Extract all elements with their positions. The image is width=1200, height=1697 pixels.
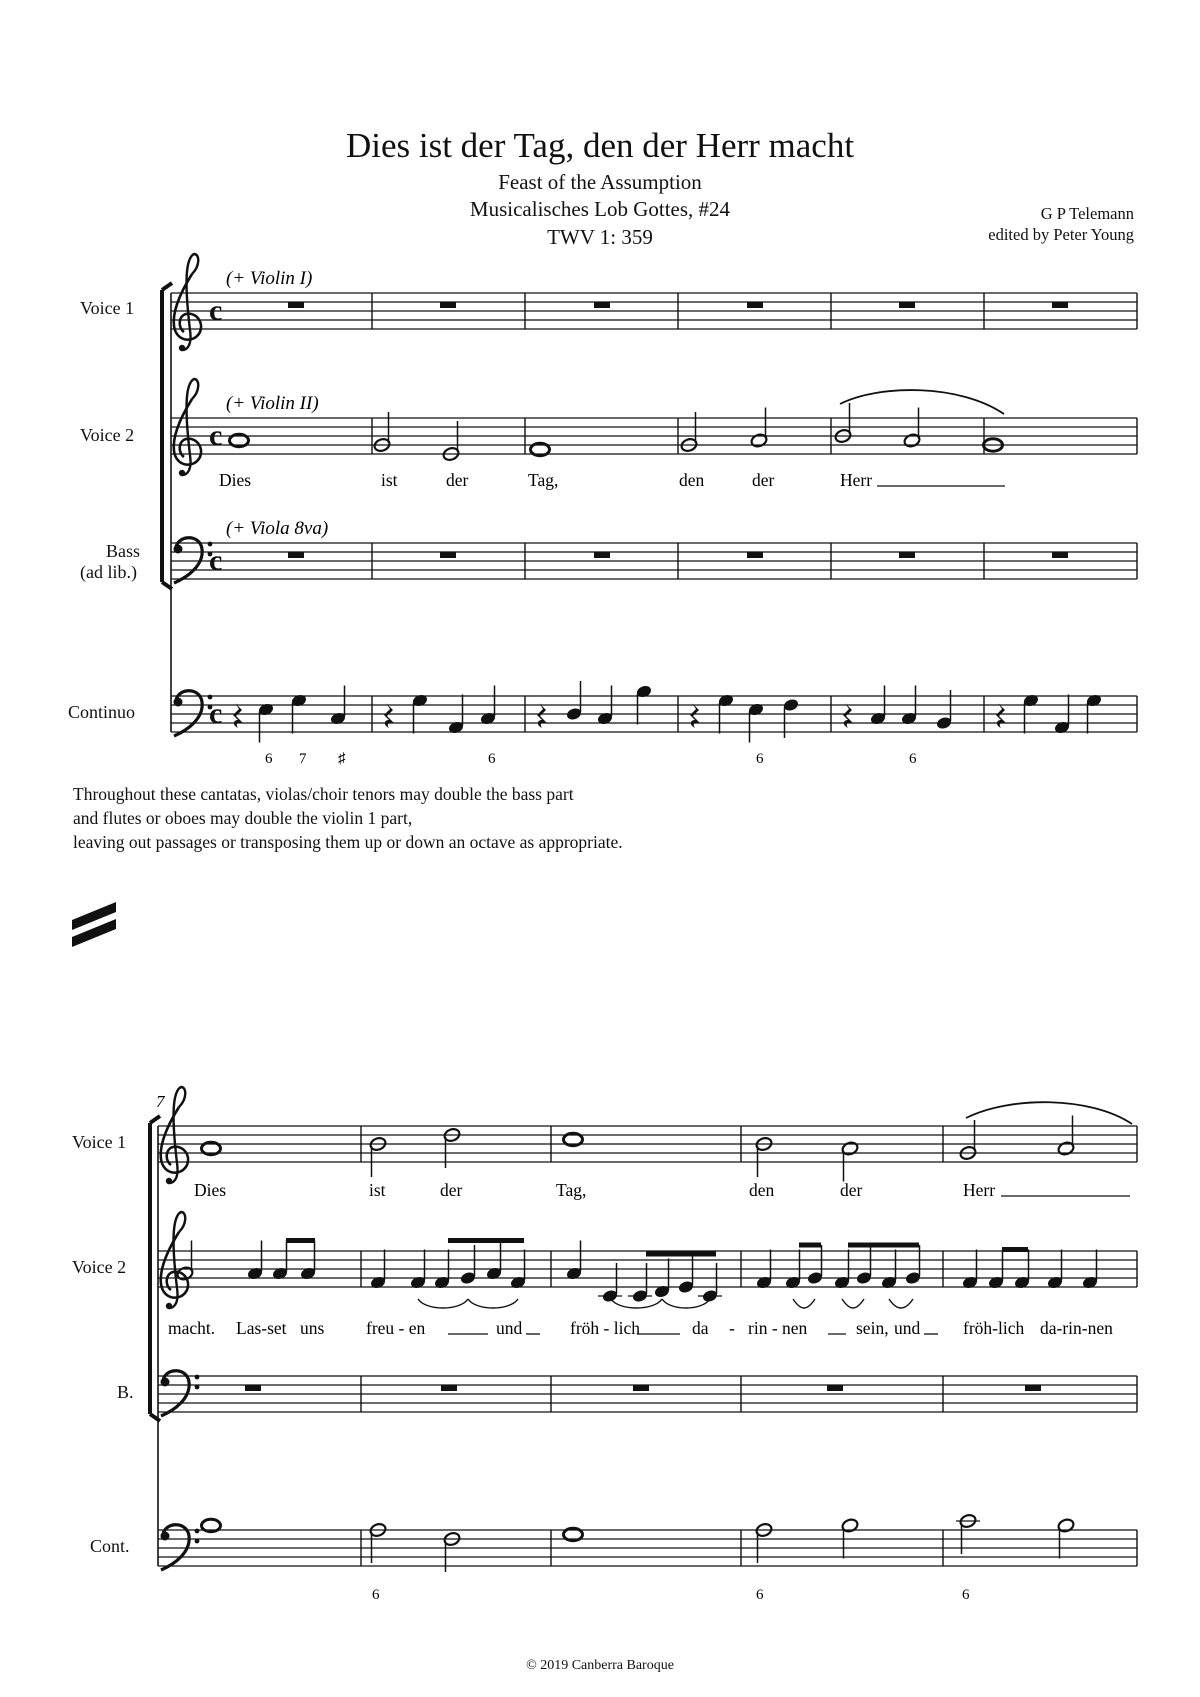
lyric-v2-4: freu - en bbox=[366, 1318, 426, 1338]
lyric-sys1-6: der bbox=[752, 470, 775, 490]
measure-number: 7 bbox=[156, 1092, 165, 1111]
staff-sys2-3 bbox=[158, 1530, 1137, 1566]
staff-sys2-0 bbox=[158, 1126, 1137, 1162]
lyric-v2-12: fröh-lich bbox=[963, 1318, 1025, 1338]
lyric-v2-7: da bbox=[692, 1318, 709, 1338]
whole-rest bbox=[440, 302, 456, 308]
whole-rest bbox=[1052, 552, 1068, 558]
lyric-v2-8: - bbox=[729, 1318, 735, 1338]
doubling-note-violin1: (+ Violin I) bbox=[226, 268, 313, 289]
quarter-rest bbox=[843, 703, 853, 728]
whole-rest bbox=[288, 552, 304, 558]
subtitle-collection: Musicalisches Lob Gottes, #24 bbox=[469, 197, 731, 221]
slur bbox=[966, 1102, 1132, 1124]
figure-6d: 6 bbox=[909, 751, 917, 767]
figure-sys2-1: 6 bbox=[372, 1587, 380, 1603]
whole-rest bbox=[288, 302, 304, 308]
performance-note-line3: leaving out passages or transposing them up or down an octave as appropriate. bbox=[73, 832, 623, 852]
system-separator-icon bbox=[72, 902, 116, 947]
figure-sys2-2: 6 bbox=[756, 1587, 764, 1603]
bass-clef-icon bbox=[174, 538, 213, 583]
whole-rest bbox=[899, 552, 915, 558]
common-time-sign: c bbox=[209, 697, 223, 730]
slur bbox=[889, 1299, 913, 1308]
doubling-note-violin2: (+ Violin II) bbox=[226, 393, 319, 414]
subtitle-feast: Feast of the Assumption bbox=[498, 170, 702, 194]
lyric-v2-13: da-rin-nen bbox=[1040, 1318, 1113, 1338]
lyric-v2-11: und bbox=[894, 1318, 921, 1338]
lyric-sys1-4: Tag, bbox=[528, 470, 559, 490]
whole-rest bbox=[747, 552, 763, 558]
slur bbox=[662, 1299, 710, 1308]
staff-sys1-3 bbox=[171, 696, 1137, 732]
figure-sharp: ♯ bbox=[338, 751, 346, 767]
composer: G P Telemann bbox=[1040, 204, 1134, 223]
staff-label-bass-adlib: (ad lib.) bbox=[80, 562, 137, 582]
whole-rest bbox=[633, 1385, 649, 1391]
lyric-sys1-3: der bbox=[446, 470, 469, 490]
slur bbox=[468, 1299, 518, 1308]
lyric-v2-6: fröh - lich bbox=[570, 1318, 640, 1338]
slur bbox=[793, 1299, 815, 1308]
figure-7: 7 bbox=[299, 751, 307, 767]
lyric-v2-9: rin - nen bbox=[748, 1318, 808, 1338]
figure-sys2-3: 6 bbox=[962, 1587, 970, 1603]
lyric-v1-2: ist bbox=[369, 1180, 386, 1200]
performance-note-line1: Throughout these cantatas, violas/choir tenors may double the bass part bbox=[73, 784, 574, 804]
editor-credit: edited by Peter Young bbox=[988, 225, 1134, 244]
staff-label-continuo: Continuo bbox=[68, 702, 136, 722]
whole-rest bbox=[1052, 302, 1068, 308]
figure-6b: 6 bbox=[488, 751, 496, 767]
quarter-rest bbox=[690, 703, 700, 728]
slur bbox=[840, 390, 1004, 414]
lyric-sys1-5: den bbox=[679, 470, 705, 490]
lyric-v1-3: der bbox=[440, 1180, 463, 1200]
lyric-v2-1: macht. bbox=[168, 1318, 216, 1338]
whole-rest bbox=[441, 1385, 457, 1391]
staff-sys1-0 bbox=[171, 293, 1137, 329]
figure-6c: 6 bbox=[756, 751, 764, 767]
common-time-sign: c bbox=[209, 419, 223, 452]
lyric-v2-10: sein, bbox=[856, 1318, 889, 1338]
lyric-v1-1: Dies bbox=[194, 1180, 227, 1200]
doubling-note-viola: (+ Viola 8va) bbox=[226, 518, 329, 539]
whole-rest bbox=[440, 552, 456, 558]
lyric-v2-5: und bbox=[496, 1318, 523, 1338]
staff-label-voice1: Voice 1 bbox=[80, 298, 135, 318]
quarter-rest bbox=[384, 703, 394, 728]
subtitle-catalog: TWV 1: 359 bbox=[547, 225, 653, 249]
copyright-footer: © 2019 Canberra Baroque bbox=[526, 1658, 674, 1673]
staff-sys1-2 bbox=[171, 543, 1137, 579]
whole-rest bbox=[245, 1385, 261, 1391]
bass-clef-icon bbox=[161, 1525, 200, 1570]
quarter-rest bbox=[996, 703, 1006, 728]
whole-rest bbox=[827, 1385, 843, 1391]
lyric-v1-7: Herr bbox=[963, 1180, 996, 1200]
staff-sys2-2 bbox=[158, 1376, 1137, 1412]
staff-label-voice2-sys2: Voice 2 bbox=[72, 1257, 127, 1277]
common-time-sign: c bbox=[209, 544, 223, 577]
lyric-v1-5: den bbox=[749, 1180, 775, 1200]
lyric-sys1-7: Herr bbox=[840, 470, 873, 490]
lyric-v1-6: der bbox=[840, 1180, 863, 1200]
lyric-v1-4: Tag, bbox=[556, 1180, 587, 1200]
lyric-sys1-2: ist bbox=[381, 470, 398, 490]
staff-label-voice1-sys2: Voice 1 bbox=[72, 1132, 127, 1152]
piece-title: Dies ist der Tag, den der Herr macht bbox=[345, 126, 855, 165]
whole-rest bbox=[747, 302, 763, 308]
whole-rest bbox=[1025, 1385, 1041, 1391]
quarter-rest bbox=[233, 703, 243, 728]
staff-label-bass-sys2: B. bbox=[117, 1382, 134, 1402]
staff-label-voice2: Voice 2 bbox=[80, 425, 135, 445]
common-time-sign: c bbox=[209, 294, 223, 327]
staff-label-bass: Bass bbox=[106, 541, 141, 561]
lyric-v2-3: uns bbox=[300, 1318, 325, 1338]
performance-note-line2: and flutes or oboes may double the violin 1 part, bbox=[73, 808, 413, 828]
slur bbox=[418, 1299, 468, 1308]
lyric-v2-2: Las-set bbox=[236, 1318, 287, 1338]
whole-rest bbox=[594, 552, 610, 558]
staff-label-continuo-sys2: Cont. bbox=[90, 1536, 130, 1556]
quarter-rest bbox=[537, 703, 547, 728]
lyric-sys1-1: Dies bbox=[219, 470, 252, 490]
figure-6a: 6 bbox=[265, 751, 273, 767]
bass-clef-icon bbox=[174, 691, 213, 736]
whole-rest bbox=[594, 302, 610, 308]
staff-sys1-1 bbox=[171, 418, 1137, 454]
whole-rest bbox=[899, 302, 915, 308]
slur bbox=[842, 1299, 864, 1308]
bass-clef-icon bbox=[161, 1371, 200, 1416]
